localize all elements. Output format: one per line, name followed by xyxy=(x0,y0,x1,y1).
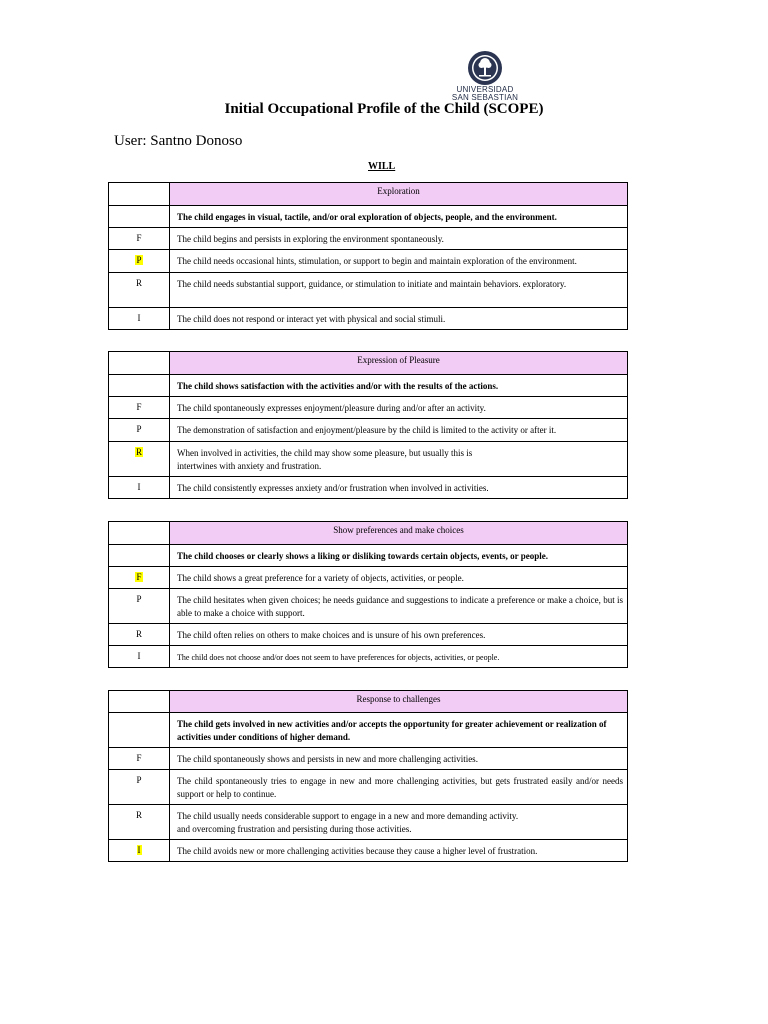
row-code-cell xyxy=(109,250,170,273)
blank-cell xyxy=(109,522,170,545)
row-code: R xyxy=(109,273,170,308)
row-description: The child spontaneously tries to engage in new and more challenging activities, but gets frustrated easily and/or needs support or help to continue. xyxy=(170,770,628,805)
blank-cell xyxy=(109,375,170,397)
selected-code-highlight: R xyxy=(135,447,142,457)
section-label: WILL xyxy=(368,161,396,172)
expression-of-pleasure-table xyxy=(108,351,628,499)
selected-code-highlight: F xyxy=(136,572,142,582)
row-code: I xyxy=(109,477,170,499)
row-code: R xyxy=(109,624,170,646)
row-description: The child spontaneously expresses enjoyment/pleasure during and/or after an activity. xyxy=(170,397,628,419)
row-description: The child needs occasional hints, stimulation, or support to begin and maintain exploration of the environment. xyxy=(170,250,628,273)
table-heading: Show preferences and make choices xyxy=(170,522,628,545)
blank-cell xyxy=(109,206,170,228)
row-description: The child shows a great preference for a variety of objects, activities, or people. xyxy=(170,567,628,589)
table-statement: The child engages in visual, tactile, and/or oral exploration of objects, people, and the environment. xyxy=(170,206,628,228)
row-code: I xyxy=(109,646,170,668)
row-description: The child begins and persists in exploring the environment spontaneously. xyxy=(170,228,628,250)
row-code: P xyxy=(109,770,170,805)
row-description: The child often relies on others to make choices and is unsure of his own preferences. xyxy=(170,624,628,646)
row-description: The child does not respond or interact yet with physical and social stimuli. xyxy=(170,308,628,330)
row-description-continued: intertwines with anxiety and frustration. xyxy=(177,461,322,471)
row-code: I xyxy=(109,308,170,330)
blank-cell xyxy=(109,545,170,567)
row-description-cell xyxy=(170,442,628,477)
blank-cell xyxy=(109,183,170,206)
user-label: User: Santno Donoso xyxy=(114,133,243,149)
table-statement: The child shows satisfaction with the activities and/or with the results of the actions. xyxy=(170,375,628,397)
page-title: Initial Occupational Profile of the Child (SCOPE) xyxy=(224,101,544,117)
university-logo xyxy=(445,50,525,102)
row-description-cell xyxy=(170,805,628,840)
table-statement: The child gets involved in new activities and/or accepts the opportunity for greater achievement or realization of activities under conditions of higher demand. xyxy=(170,713,628,748)
row-description: The child hesitates when given choices; he needs guidance and suggestions to indicate a preference or make a choice, but is able to make a choice with support. xyxy=(170,589,628,624)
row-code-cell xyxy=(109,442,170,477)
table-heading: Expression of Pleasure xyxy=(170,352,628,375)
row-code-cell xyxy=(109,567,170,589)
row-description: The demonstration of satisfaction and enjoyment/pleasure by the child is limited to the activity or after it. xyxy=(170,419,628,442)
university-seal-icon xyxy=(465,50,505,86)
row-description: The child consistently expresses anxiety and/or frustration when involved in activities. xyxy=(170,477,628,499)
blank-cell xyxy=(109,713,170,748)
response-to-challenges-table xyxy=(108,690,628,862)
table-heading: Response to challenges xyxy=(170,691,628,713)
selected-code-highlight: P xyxy=(136,255,142,265)
logo-line-2: SAN SEBASTIAN xyxy=(451,93,519,102)
selected-code-highlight: I xyxy=(137,845,141,855)
row-code: F xyxy=(109,748,170,770)
row-description-continued: and overcoming frustration and persisting during those activities. xyxy=(177,824,412,834)
row-code: R xyxy=(109,805,170,840)
blank-cell xyxy=(109,691,170,713)
row-description: The child spontaneously shows and persists in new and more challenging activities. xyxy=(170,748,628,770)
row-code: F xyxy=(109,397,170,419)
row-code: P xyxy=(109,419,170,442)
blank-cell xyxy=(109,352,170,375)
logo-line-1: UNIVERSIDAD xyxy=(456,85,514,94)
row-description: The child needs substantial support, guidance, or stimulation to initiate and maintain behaviors. exploratory. xyxy=(170,273,628,308)
table-heading: Exploration xyxy=(170,183,628,206)
exploration-table xyxy=(108,182,628,330)
row-description: The child avoids new or more challenging activities because they cause a higher level of frustration. xyxy=(170,840,628,862)
row-code-cell xyxy=(109,840,170,862)
row-code: F xyxy=(109,228,170,250)
row-description: The child usually needs considerable support to engage in a new and more demanding activity. xyxy=(177,811,519,821)
preferences-choices-table xyxy=(108,521,628,668)
row-description: When involved in activities, the child may show some pleasure, but usually this is xyxy=(177,448,473,458)
table-statement: The child chooses or clearly shows a liking or disliking towards certain objects, events, or people. xyxy=(170,545,628,567)
row-code: P xyxy=(109,589,170,624)
row-description: The child does not choose and/or does not seem to have preferences for objects, activities, or people. xyxy=(170,646,628,668)
